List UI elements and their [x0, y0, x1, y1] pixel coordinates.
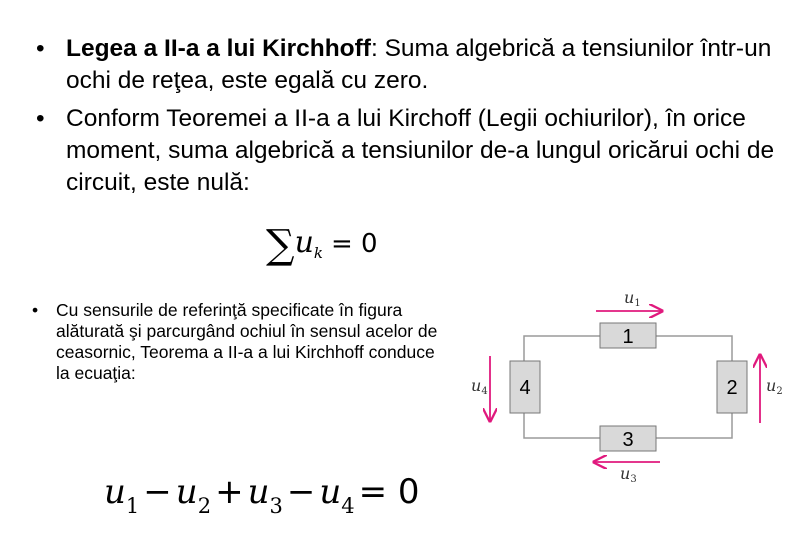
main-bullet-list: [32, 33, 792, 205]
sigma-symbol: ∑: [266, 222, 295, 268]
reference-directions-text: Cu sensurile de referinţă specificate în figura alăturată şi parcurgând ochiul în sensul acelor de ceasornic, Teorema a II-a a lui Kirchhoff conduce la ecuaţia:: [56, 300, 438, 383]
label-u3: u3: [620, 464, 637, 485]
bullet-dot: •: [36, 105, 45, 132]
eq-var-4: u: [319, 472, 342, 512]
element-1: [600, 323, 656, 348]
label-u2: u2: [766, 376, 783, 397]
circuit-wire-loop: [524, 336, 732, 438]
sum-rhs: = 0: [330, 229, 378, 259]
law-statement: : Suma algebrică a tensiunilor într-un ochi de reţea, este egală cu zero.: [66, 35, 772, 94]
element-3: [600, 426, 656, 451]
bullet-dot: •: [32, 300, 39, 320]
bullet-kirchhoff-law: [32, 33, 792, 97]
bullet-reference-directions: [32, 300, 452, 384]
bullet-theorem: [32, 103, 792, 199]
theorem-text: Conform Teoremei a II-a a lui Kirchoff (Legii ochiurilor), în orice moment, suma algebrică a tensiunilor de-a lungul oricărui ochi de circuit, este nulă:: [66, 105, 775, 196]
sum-formula: [266, 222, 378, 268]
circuit-diagram: [460, 280, 790, 490]
element-2: [717, 361, 747, 413]
element-3-label: 3: [622, 429, 634, 451]
eq-var-3: u: [247, 472, 270, 512]
element-4: [510, 361, 540, 413]
bullet-dot: •: [36, 35, 45, 62]
label-u1: u1: [624, 288, 641, 309]
eq-sub-3: 3: [269, 494, 283, 518]
eq-op-2: +: [215, 472, 244, 512]
sum-subscript: k: [313, 244, 323, 262]
eq-var-1: u: [104, 472, 126, 512]
eq-var-2: u: [175, 472, 198, 512]
eq-op-1: −: [143, 472, 172, 512]
eq-sub-1: 1: [125, 494, 140, 518]
element-4-label: 4: [519, 377, 531, 399]
element-1-label: 1: [622, 326, 634, 348]
law-title: Legea a II-a a lui Kirchhoff: [66, 35, 371, 62]
element-2-label: 2: [726, 377, 738, 399]
label-u4: u4: [471, 376, 488, 397]
eq-op-3: −: [286, 472, 316, 512]
kvl-equation: [104, 472, 424, 518]
eq-rhs: = 0: [358, 472, 420, 512]
sum-variable: u: [294, 225, 314, 260]
eq-sub-4: 4: [341, 494, 355, 518]
eq-sub-2: 2: [197, 494, 212, 518]
